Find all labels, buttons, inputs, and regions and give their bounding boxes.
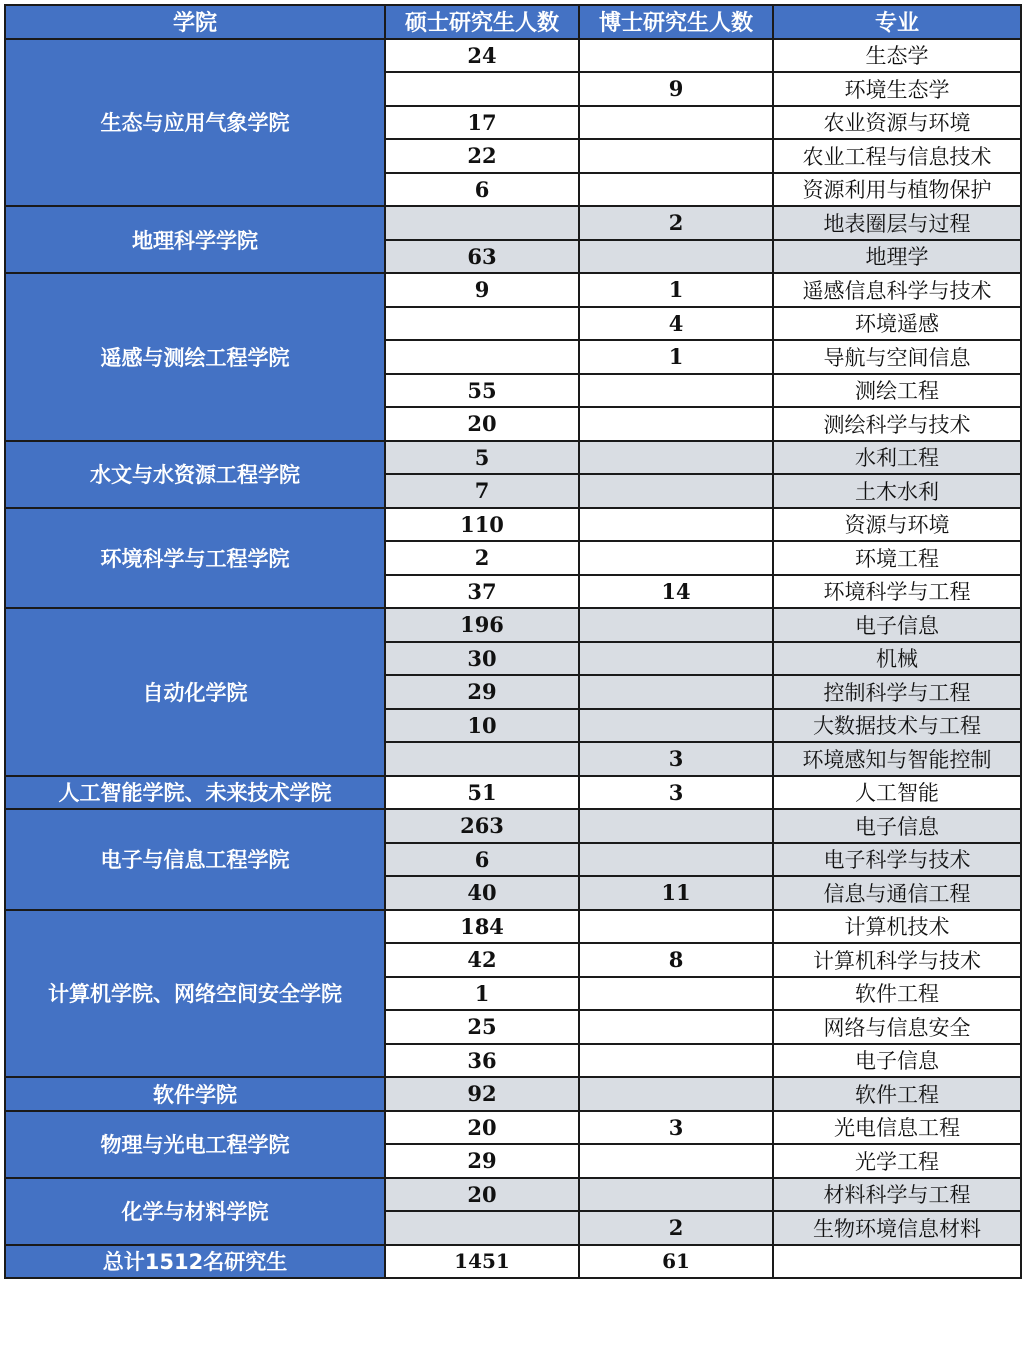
major-cell: 农业资源与环境 [773, 106, 1021, 140]
major-cell: 控制科学与工程 [773, 675, 1021, 709]
phd-count-cell [579, 709, 773, 743]
table-row [5, 206, 1021, 240]
major-cell: 环境科学与工程 [773, 575, 1021, 609]
phd-count-cell [579, 106, 773, 140]
major-cell: 电子信息 [773, 809, 1021, 843]
college-cell: 地理科学学院 [5, 206, 385, 273]
phd-count-cell [579, 374, 773, 408]
college-cell: 人工智能学院、未来技术学院 [5, 776, 385, 810]
major-cell: 人工智能 [773, 776, 1021, 810]
phd-count-cell: 3 [579, 776, 773, 810]
college-cell: 水文与水资源工程学院 [5, 441, 385, 508]
total-phd-count: 61 [579, 1245, 773, 1279]
major-cell: 环境工程 [773, 541, 1021, 575]
major-cell: 环境感知与智能控制 [773, 742, 1021, 776]
master-count-cell: 55 [385, 374, 579, 408]
master-count-cell: 110 [385, 508, 579, 542]
major-cell: 环境遥感 [773, 307, 1021, 341]
phd-count-cell: 2 [579, 1211, 773, 1245]
total-row [5, 1245, 1021, 1279]
master-count-cell: 9 [385, 273, 579, 307]
master-count-cell: 6 [385, 173, 579, 207]
master-count-cell: 25 [385, 1010, 579, 1044]
phd-count-cell: 3 [579, 742, 773, 776]
phd-count-cell: 1 [579, 340, 773, 374]
phd-count-cell: 4 [579, 307, 773, 341]
college-cell: 自动化学院 [5, 608, 385, 776]
college-cell: 生态与应用气象学院 [5, 39, 385, 207]
master-count-cell: 29 [385, 1144, 579, 1178]
master-count-cell [385, 206, 579, 240]
master-count-cell: 17 [385, 106, 579, 140]
major-cell: 机械 [773, 642, 1021, 676]
major-cell: 光电信息工程 [773, 1111, 1021, 1145]
college-cell: 物理与光电工程学院 [5, 1111, 385, 1178]
major-cell: 信息与通信工程 [773, 876, 1021, 910]
phd-count-cell: 8 [579, 943, 773, 977]
phd-count-cell [579, 809, 773, 843]
phd-count-cell: 1 [579, 273, 773, 307]
master-count-cell: 10 [385, 709, 579, 743]
master-count-cell: 1 [385, 977, 579, 1011]
major-cell: 遥感信息科学与技术 [773, 273, 1021, 307]
header-row [5, 5, 1021, 39]
master-count-cell: 24 [385, 39, 579, 73]
college-cell: 化学与材料学院 [5, 1178, 385, 1245]
phd-count-cell: 14 [579, 575, 773, 609]
major-cell: 电子科学与技术 [773, 843, 1021, 877]
header-phd-count: 博士研究生人数 [579, 5, 773, 39]
total-master-count: 1451 [385, 1245, 579, 1279]
college-cell: 计算机学院、网络空间安全学院 [5, 910, 385, 1078]
master-count-cell: 51 [385, 776, 579, 810]
major-cell: 计算机科学与技术 [773, 943, 1021, 977]
major-cell: 测绘科学与技术 [773, 407, 1021, 441]
master-count-cell: 37 [385, 575, 579, 609]
table-row [5, 508, 1021, 542]
phd-count-cell [579, 441, 773, 475]
phd-count-cell [579, 1077, 773, 1111]
major-cell: 资源与环境 [773, 508, 1021, 542]
master-count-cell: 40 [385, 876, 579, 910]
major-cell: 土木水利 [773, 474, 1021, 508]
total-label: 总计1512名研究生 [5, 1245, 385, 1279]
major-cell: 电子信息 [773, 1044, 1021, 1078]
master-count-cell: 20 [385, 1111, 579, 1145]
phd-count-cell [579, 173, 773, 207]
master-count-cell: 22 [385, 139, 579, 173]
phd-count-cell [579, 642, 773, 676]
phd-count-cell: 2 [579, 206, 773, 240]
college-cell: 电子与信息工程学院 [5, 809, 385, 910]
master-count-cell: 63 [385, 240, 579, 274]
master-count-cell: 184 [385, 910, 579, 944]
master-count-cell: 36 [385, 1044, 579, 1078]
master-count-cell [385, 72, 579, 106]
major-cell: 地表圈层与过程 [773, 206, 1021, 240]
major-cell: 光学工程 [773, 1144, 1021, 1178]
phd-count-cell [579, 407, 773, 441]
phd-count-cell [579, 1178, 773, 1212]
master-count-cell: 6 [385, 843, 579, 877]
master-count-cell: 7 [385, 474, 579, 508]
master-count-cell: 2 [385, 541, 579, 575]
phd-count-cell [579, 541, 773, 575]
master-count-cell: 20 [385, 1178, 579, 1212]
phd-count-cell [579, 139, 773, 173]
major-cell: 生态学 [773, 39, 1021, 73]
major-cell: 生物环境信息材料 [773, 1211, 1021, 1245]
phd-count-cell [579, 608, 773, 642]
major-cell: 电子信息 [773, 608, 1021, 642]
master-count-cell: 92 [385, 1077, 579, 1111]
header-college: 学院 [5, 5, 385, 39]
master-count-cell: 29 [385, 675, 579, 709]
major-cell: 材料科学与工程 [773, 1178, 1021, 1212]
table-row [5, 776, 1021, 810]
major-cell: 地理学 [773, 240, 1021, 274]
table-row [5, 1077, 1021, 1111]
college-cell: 软件学院 [5, 1077, 385, 1111]
table-row [5, 1178, 1021, 1212]
major-cell: 软件工程 [773, 1077, 1021, 1111]
phd-count-cell [579, 977, 773, 1011]
major-cell: 网络与信息安全 [773, 1010, 1021, 1044]
major-cell: 资源利用与植物保护 [773, 173, 1021, 207]
total-major [773, 1245, 1021, 1279]
master-count-cell [385, 1211, 579, 1245]
table-row [5, 608, 1021, 642]
phd-count-cell [579, 240, 773, 274]
major-cell: 软件工程 [773, 977, 1021, 1011]
master-count-cell [385, 742, 579, 776]
table-row [5, 39, 1021, 73]
phd-count-cell [579, 1010, 773, 1044]
major-cell: 环境生态学 [773, 72, 1021, 106]
phd-count-cell: 9 [579, 72, 773, 106]
phd-count-cell [579, 910, 773, 944]
major-cell: 农业工程与信息技术 [773, 139, 1021, 173]
header-major: 专业 [773, 5, 1021, 39]
master-count-cell [385, 340, 579, 374]
phd-count-cell [579, 1044, 773, 1078]
graduate-enrollment-table [4, 4, 1022, 1279]
table-row [5, 1111, 1021, 1145]
major-cell: 大数据技术与工程 [773, 709, 1021, 743]
college-cell: 环境科学与工程学院 [5, 508, 385, 609]
major-cell: 导航与空间信息 [773, 340, 1021, 374]
master-count-cell: 20 [385, 407, 579, 441]
phd-count-cell [579, 1144, 773, 1178]
major-cell: 测绘工程 [773, 374, 1021, 408]
phd-count-cell [579, 474, 773, 508]
phd-count-cell [579, 508, 773, 542]
master-count-cell [385, 307, 579, 341]
college-cell: 遥感与测绘工程学院 [5, 273, 385, 441]
table-row [5, 273, 1021, 307]
master-count-cell: 196 [385, 608, 579, 642]
major-cell: 水利工程 [773, 441, 1021, 475]
table-row [5, 910, 1021, 944]
master-count-cell: 30 [385, 642, 579, 676]
phd-count-cell [579, 675, 773, 709]
phd-count-cell: 3 [579, 1111, 773, 1145]
phd-count-cell [579, 39, 773, 73]
master-count-cell: 5 [385, 441, 579, 475]
header-master-count: 硕士研究生人数 [385, 5, 579, 39]
major-cell: 计算机技术 [773, 910, 1021, 944]
master-count-cell: 263 [385, 809, 579, 843]
table-row [5, 441, 1021, 475]
phd-count-cell: 11 [579, 876, 773, 910]
table-body [5, 39, 1021, 1245]
graduate-table-container [4, 4, 1022, 1279]
master-count-cell: 42 [385, 943, 579, 977]
table-row [5, 809, 1021, 843]
phd-count-cell [579, 843, 773, 877]
